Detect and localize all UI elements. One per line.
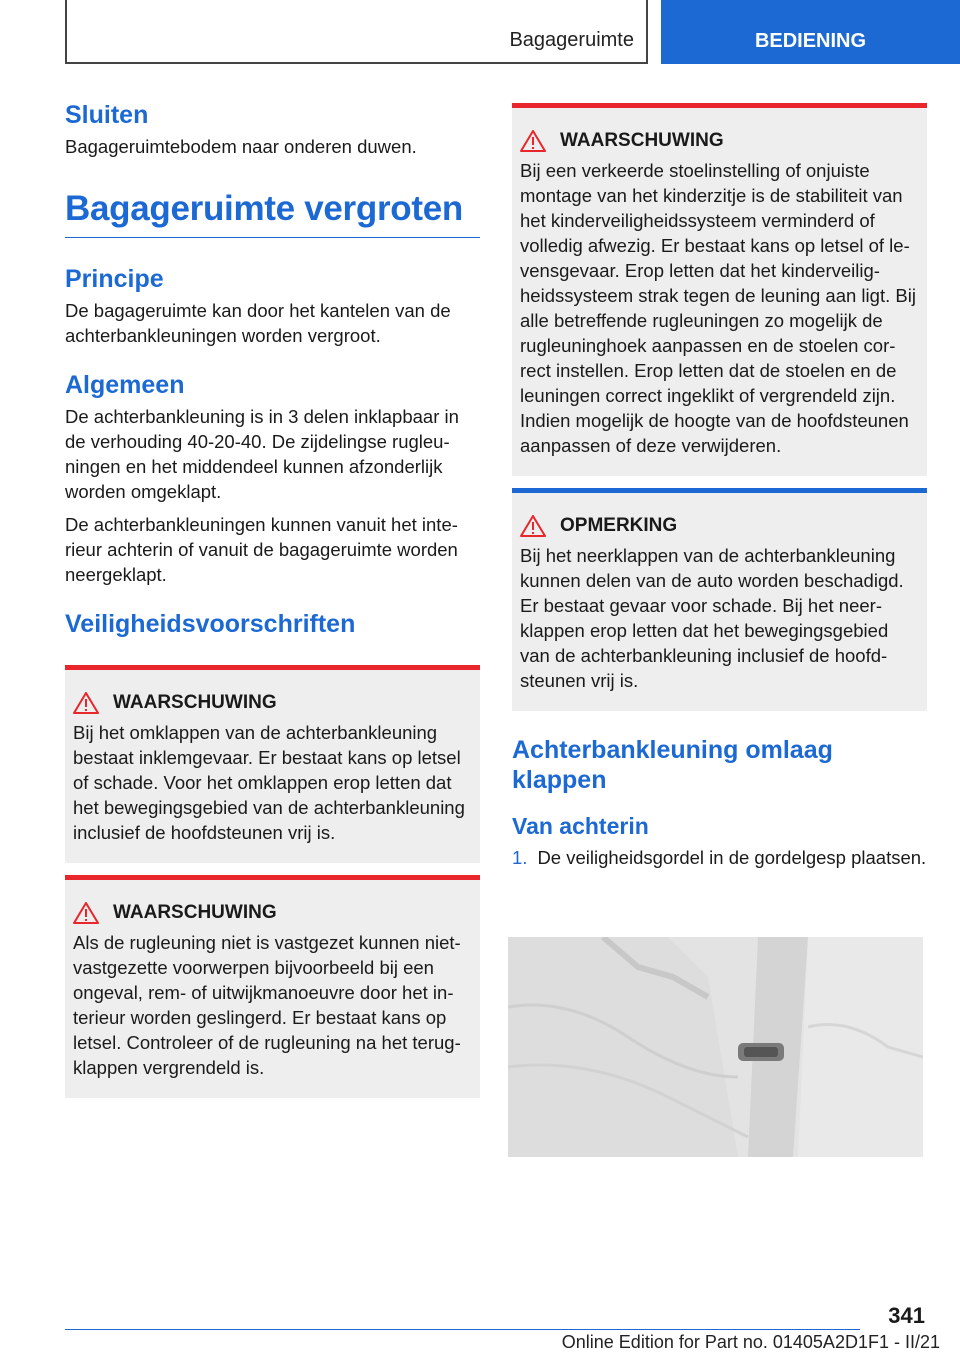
- note-text: Bij het neerklappen van de achterbankleuning kunnen delen van de auto worden beschadigd. Er bestaat gevaar voor schade. Bij het neerklappen erop letten dat het bewegingsgebied van de achterbankleuning inclusief de hoofdsteunen vrij is.: [520, 545, 904, 691]
- warning-triangle-icon: [73, 902, 99, 924]
- step-text: De veiligheidsgordel in de gordelgesp plaatsen.: [537, 846, 927, 868]
- step-number: 1.: [512, 846, 528, 868]
- warning-text: Bij een verkeerde stoelinstelling of onjuiste montage van het kinderzitje is de stabiliteit van het kinderveiligheidssysteem verminderd of volledig afwezig. Er bestaat kans op letsel of levensgevaar. Erop letten dat het kinderveiligheidssysteem strak tegen de leuning aan ligt. Bij alle betreffende rugleuningen zo mogelijk de rugleuninghoek aanpassen en de stoelen correct instellen. Erop letten dat de stoelen en de leuningen correct ingeklikt of vergrendeld zijn. Indien mogelijk de hoogte van de hoofdsteunen aanpassen of deze verwijderen.: [520, 160, 916, 456]
- note-triangle-icon: [520, 515, 546, 537]
- warning-box-1: [65, 665, 480, 863]
- warning-title: WAARSCHUWING: [113, 692, 277, 714]
- warning-triangle-icon: [520, 130, 546, 152]
- heading-van-achterin: Van achterin: [512, 813, 649, 839]
- page-number: 341: [888, 1303, 925, 1328]
- warning-box-2: [65, 875, 480, 1098]
- right-column: [512, 103, 927, 870]
- algemeen-text-1: De achterbankleuning is in 3 delen inklapbaar in de verhouding 40-20-40. De zijdelingse rugleuningen en het middendeel kunnen afzonderlijk worden omgeklapt.: [65, 406, 459, 503]
- header-frame: [65, 0, 648, 64]
- principe-text: De bagageruimte kan door het kantelen van de achterbankleuningen worden vergroot.: [65, 300, 451, 347]
- heading-sluiten: Sluiten: [65, 101, 149, 129]
- warning-title: WAARSCHUWING: [113, 902, 277, 924]
- sluiten-text: Bagageruimtebodem naar onderen duwen.: [65, 136, 417, 157]
- algemeen-text-2: De achterbankleuningen kunnen vanuit het interieur achterin of vanuit de bagageruimte worden neergeklapt.: [65, 514, 458, 586]
- heading-bagageruimte-vergroten: Bagageruimte vergroten: [65, 189, 480, 238]
- section-title: Bagageruimte: [509, 29, 634, 51]
- warning-text: Als de rugleuning niet is vastgezet kunnen niet-vastgezette voorwerpen bijvoorbeeld bij een ongeval, rem- of uitwijkmanoeuvre door het interieur worden geslingerd. Er bestaat kans op letsel. Controleer of de rugleuning na het terugklappen vergrendeld is.: [73, 932, 461, 1079]
- seat-belt-photo: [508, 937, 923, 1157]
- heading-veiligheidsvoorschriften: Veiligheidsvoorschriften: [65, 610, 356, 639]
- seat-illustration: [508, 937, 923, 1157]
- note-box: [512, 488, 927, 711]
- heading-principe: Principe: [65, 265, 164, 294]
- note-title: OPMERKING: [560, 515, 678, 536]
- warning-triangle-icon: [73, 692, 99, 714]
- list-item: [512, 845, 927, 870]
- heading-achterbankleuning-omlaag: Achterbankleuning omlaag klappen: [512, 736, 833, 794]
- warning-text: Bij het omklappen van de achterbankleuning bestaat inklemgevaar. Er bestaat kans op letsel of schade. Voor het omklappen erop letten dat het bewegingsgebied van de achterbankleuning inclusief de hoofdsteunen vrij is.: [73, 722, 465, 844]
- heading-algemeen: Algemeen: [65, 371, 185, 400]
- edition-text: Online Edition for Part no. 01405A2D1F1 - II/21: [561, 1332, 940, 1352]
- chapter-tab: BEDIENING: [661, 0, 960, 64]
- left-column: [65, 100, 480, 1098]
- warning-box-3: [512, 103, 927, 476]
- footer-divider: [65, 1329, 860, 1330]
- warning-title: WAARSCHUWING: [560, 130, 724, 151]
